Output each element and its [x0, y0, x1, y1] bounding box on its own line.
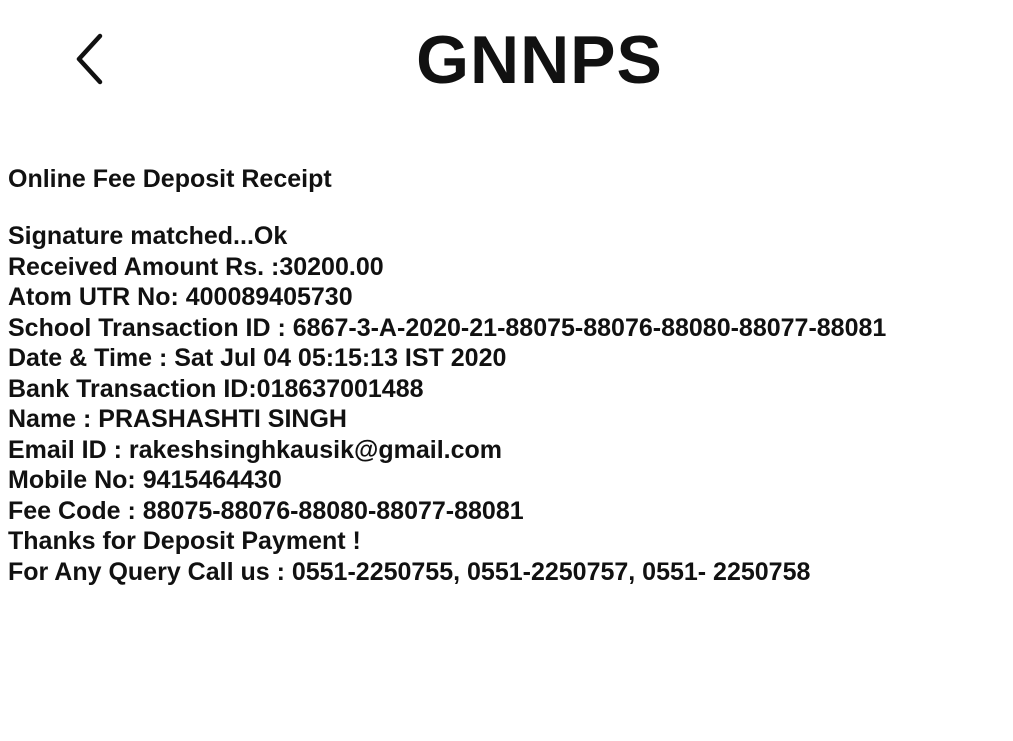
school-transaction-id: School Transaction ID : 6867-3-A-2020-21-88075-88076-88080-88077-88081	[8, 313, 887, 342]
receipt-title: Online Fee Deposit Receipt	[8, 165, 332, 193]
mobile-number: Mobile No: 9415464430	[8, 466, 282, 494]
receipt-details	[8, 221, 886, 587]
date-time: Date & Time : Sat Jul 04 05:15:13 IST 2020	[8, 344, 507, 372]
received-amount: Received Amount Rs. :30200.00	[8, 252, 384, 281]
page-title: GNNPS	[416, 22, 663, 98]
bank-transaction-id: Bank Transaction ID:018637001488	[8, 374, 424, 403]
thanks-message: Thanks for Deposit Payment !	[8, 527, 361, 555]
signature-status: Signature matched...Ok	[8, 222, 288, 250]
app-header	[0, 0, 1013, 120]
fee-code: Fee Code : 88075-88076-88080-88077-88081	[8, 496, 524, 525]
email-id: Email ID : rakeshsinghkausik@gmail.com	[8, 435, 502, 464]
query-contact: For Any Query Call us : 0551-2250755, 0551-2250757, 0551- 2250758	[8, 557, 811, 586]
atom-utr-number: Atom UTR No: 400089405730	[8, 283, 353, 311]
student-name: Name : PRASHASHTI SINGH	[8, 405, 347, 433]
